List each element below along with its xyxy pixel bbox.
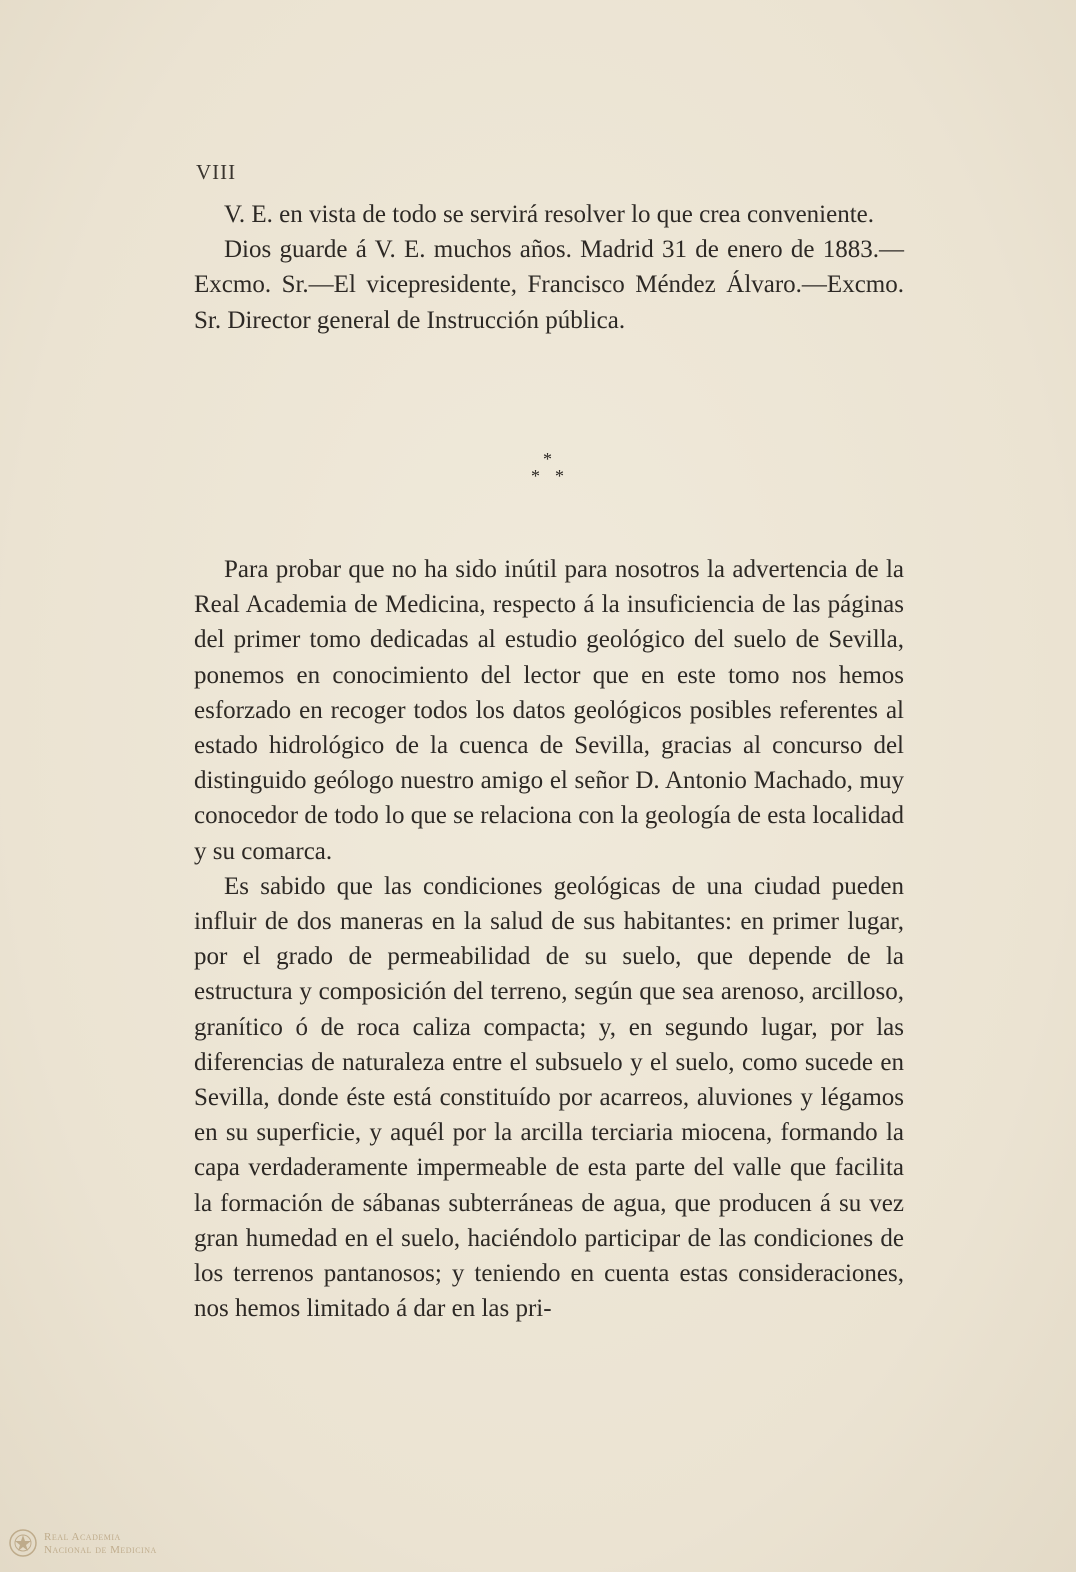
watermark-text bbox=[44, 1531, 157, 1557]
academy-seal-icon bbox=[8, 1528, 38, 1558]
closing-paragraph: V. E. en vista de todo se servirá resolver lo que crea conveniente. bbox=[224, 201, 874, 228]
signature-paragraph: Dios guarde á V. E. muchos años. Madrid 31 de enero de 1883.—Excmo. Sr.—El vicepresidente, Francisco Méndez Álvaro.—Excmo. Sr. Director general de Instrucción pública. bbox=[194, 236, 904, 334]
watermark-line-2: Nacional de Medicina bbox=[44, 1544, 157, 1556]
asterism-star-top: * bbox=[543, 449, 552, 469]
watermark-line-1: Real Academia bbox=[44, 1531, 121, 1543]
main-text-block bbox=[194, 552, 904, 1326]
body-paragraph-2: Es sabido que las condiciones geológicas de una ciudad pueden influir de dos maneras en la salud de sus habitantes: en primer lugar, por el grado de permeabilidad de su suelo, que depende de la estructura y composición del terreno, según que sea arenoso, arcilloso, granítico ó de roca caliza compacta; y, en segundo lugar, por las diferencias de naturaleza entre el subsuelo y el suelo, como sucede en Sevilla, donde éste está constituído por acarreos, aluviones y légamos en su superficie, y aquél por la arcilla terciaria miocena, formando la capa verdaderamente impermeable de esta parte del valle que facilita la formación de sábanas subterráneas de agua, que producen á su vez gran humedad en el suelo, haciéndolo participar de las condiciones de los terrenos pantanosos; y teniendo en cuenta estas consideraciones, nos hemos limitado á dar en las pri- bbox=[194, 872, 904, 1323]
asterism-star-left: * bbox=[531, 466, 540, 486]
asterism-star-right: * bbox=[555, 466, 564, 486]
section-asterism bbox=[520, 450, 580, 490]
academy-watermark-logo bbox=[8, 1528, 198, 1566]
page-number: VIII bbox=[196, 160, 237, 184]
closing-letter-block bbox=[194, 197, 904, 338]
body-paragraph-1: Para probar que no ha sido inútil para nosotros la advertencia de la Real Academia de Medicina, respecto á la insuficiencia de las páginas del primer tomo dedicadas al estudio geológico del suelo de Sevilla, ponemos en conocimiento del lector que en este tomo nos hemos esforzado en recoger todos los datos geológicos posibles referentes al estado hidrológico de la cuenca de Sevilla, gracias al concurso del distinguido geólogo nuestro amigo el señor D. Antonio Machado, muy conocedor de todo lo que se relaciona con la geología de esta localidad y su comarca. bbox=[194, 556, 904, 865]
